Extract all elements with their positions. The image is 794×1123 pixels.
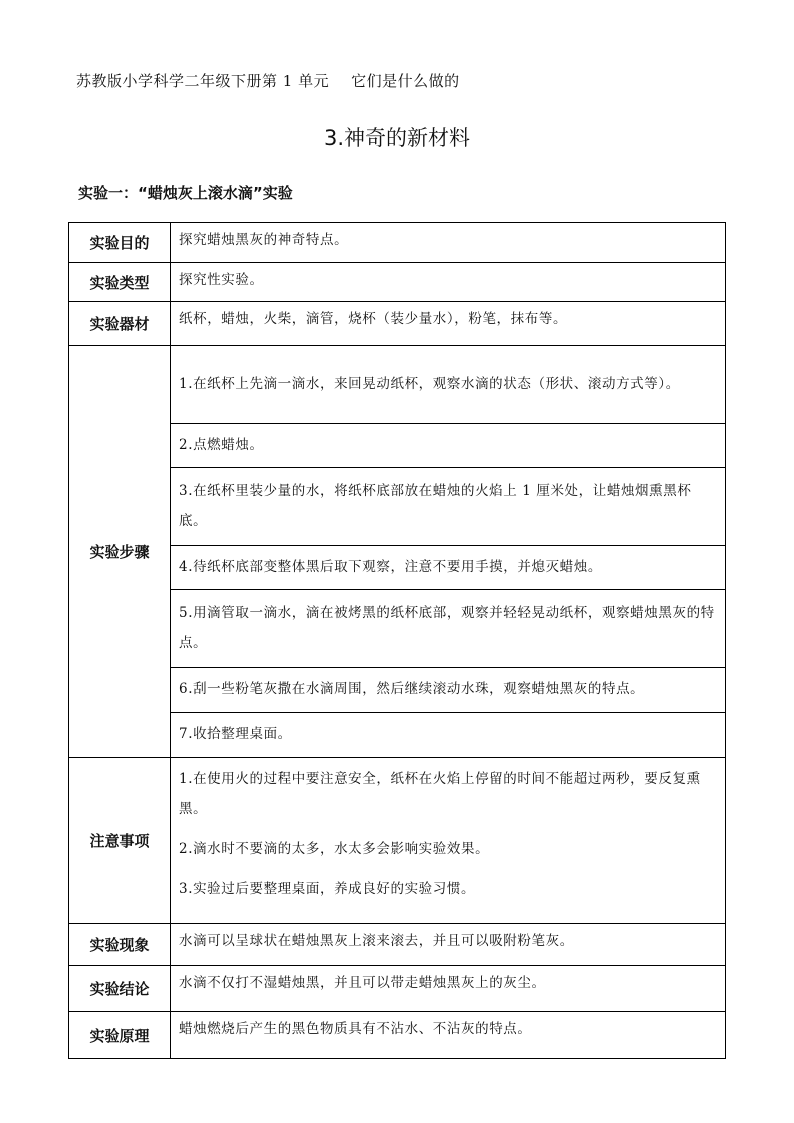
note-item: 3.实验过后要整理桌面，养成良好的实验习惯。 — [179, 881, 476, 897]
notes-content — [171, 758, 726, 924]
note-item: 2.滴水时不要滴的太多，水太多会影响实验效果。 — [179, 841, 490, 857]
materials-value: 纸杯，蜡烛，火柴，滴管，烧杯（装少量水），粉笔，抹布等。 — [171, 302, 726, 346]
type-value: 探究性实验。 — [171, 263, 726, 302]
row-conclusion — [69, 966, 726, 1012]
materials-label: 实验器材 — [69, 302, 171, 346]
step-item: 6.刮一些粉笔灰撒在水滴周围，然后继续滚动水珠，观察蜡烛黑灰的特点。 — [171, 668, 726, 713]
phenomenon-value: 水滴可以呈球状在蜡烛黑灰上滚来滚去，并且可以吸附粉笔灰。 — [171, 924, 726, 966]
row-notes — [69, 758, 726, 924]
unit-title: 它们是什么做的 — [351, 72, 460, 90]
row-phenomenon — [69, 924, 726, 966]
row-materials — [69, 302, 726, 346]
purpose-value: 探究蜡烛黑灰的神奇特点。 — [171, 223, 726, 263]
document-header — [76, 70, 460, 91]
step-row — [69, 346, 726, 424]
row-purpose — [69, 223, 726, 263]
experiment-heading: 实验一：“蜡烛灰上滚水滴”实验 — [78, 184, 293, 202]
phenomenon-label: 实验现象 — [69, 924, 171, 966]
note-item: 1.在使用火的过程中要注意安全，纸杯在火焰上停留的时间不能超过两秒，要反复熏黑。 — [179, 771, 701, 817]
lesson-title: 3.神奇的新材料 — [323, 126, 471, 150]
notes-label: 注意事项 — [69, 758, 171, 924]
purpose-label: 实验目的 — [69, 223, 171, 263]
step-item: 7.收拾整理桌面。 — [171, 713, 726, 758]
course-title: 苏教版小学科学二年级下册第 1 单元 — [76, 72, 330, 90]
experiment-table — [68, 222, 726, 1059]
step-item: 4.待纸杯底部变整体黑后取下观察，注意不要用手摸，并熄灭蜡烛。 — [171, 546, 726, 590]
principle-value: 蜡烛燃烧后产生的黑色物质具有不沾水、不沾灰的特点。 — [171, 1012, 726, 1059]
conclusion-label: 实验结论 — [69, 966, 171, 1012]
principle-label: 实验原理 — [69, 1012, 171, 1059]
type-label: 实验类型 — [69, 263, 171, 302]
step-item: 3.在纸杯里装少量的水，将纸杯底部放在蜡烛的火焰上 1 厘米处，让蜡烛烟熏黑杯底。 — [171, 468, 726, 546]
step-item: 5.用滴管取一滴水，滴在被烤黑的纸杯底部，观察并轻轻晃动纸杯，观察蜡烛黑灰的特点。 — [171, 590, 726, 668]
step-item: 1.在纸杯上先滴一滴水，来回晃动纸杯，观察水滴的状态（形状、滚动方式等）。 — [171, 346, 726, 424]
steps-label: 实验步骤 — [69, 346, 171, 758]
conclusion-value: 水滴不仅打不湿蜡烛黑，并且可以带走蜡烛黑灰上的灰尘。 — [171, 966, 726, 1012]
row-type — [69, 263, 726, 302]
step-item: 2.点燃蜡烛。 — [171, 424, 726, 468]
row-principle — [69, 1012, 726, 1059]
